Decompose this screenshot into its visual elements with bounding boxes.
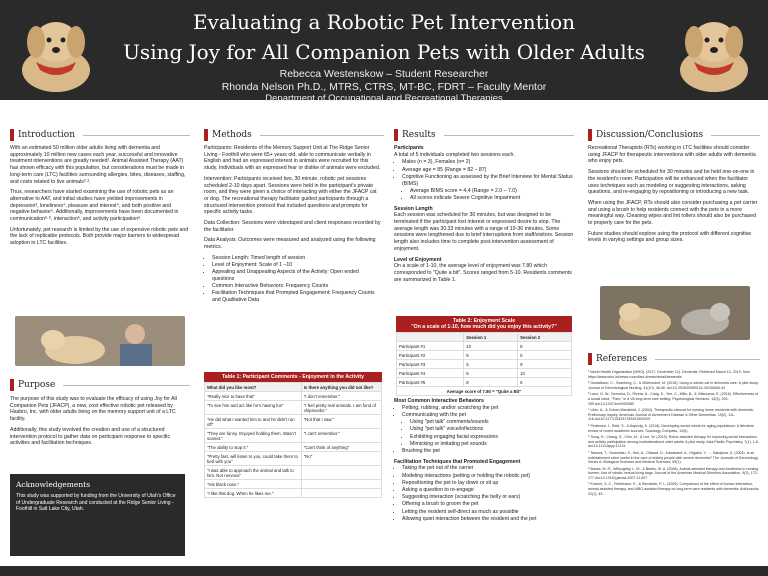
author-student: Rebecca Westenskow – Student Researcher (279, 68, 489, 80)
reference-item: ⁷ Tamura, T., Yonemitsu, S., Itoh, A., Oikawa, D., Kawakami, A., Higashi, Y., … Nakajima, K. (2004). Is an entertainment robot useful in the care of elderly people with severe dementia? The Journals of Gerontology Series A: Biological Sciences and Medical Sciences, 59(1). (588, 450, 759, 465)
methods-intervention: Intervention: Participants received two, 30 minute, robotic pet sessions scheduled 2-10 days apart. Sessions were held in the participant's private room, and they were given a choice of interacting with either the JFACP cat or dog. The recreational therapy facilitator guided participants through a structured intervention protocol that included questions and prompts for specific activity tasks. (204, 175, 377, 216)
discussion-heading: Discussion/Conclusions (588, 128, 760, 142)
table2-footer: Average score of 7.80 = "Quite a Bit" (397, 387, 572, 396)
results-subheading: Session Length (394, 205, 433, 212)
introduction-heading: Introduction (10, 128, 190, 142)
acknowledgements-heading: Acknowledgements (16, 480, 91, 489)
reference-item: ⁵ Pedersen, I., Reid, S., & Aspevig, K. (2018). Developing social robots for aging populations: A literature review of recent academic sources. Sociology Compass, 12(6). (588, 423, 754, 433)
table-row: "He did what I wanted him to and he didn't run off" "Not that I saw." (205, 415, 382, 429)
facilitation-list (394, 465, 574, 522)
results-body (394, 145, 574, 287)
table-row: "Pretty fast, will listen to you, could take them to bed with you" "No" (205, 452, 382, 466)
purpose-paragraph: The purpose of this study was to evaluate the efficacy of using Joy for All Companion Pets (JFACP), a new, cost effective robotic pet released by Hasbro, Inc. with older adults living on the memory support unit of a LTC facility. (10, 396, 177, 423)
purpose-paragraph: Additionally, this study involved the creation and use of a structured intervention protocol to gather data on participant response to specific activities and facilitation techniques. (10, 426, 171, 447)
purpose-heading: Purpose (10, 378, 190, 392)
heading-accent (394, 129, 398, 141)
heading-rule (260, 135, 384, 136)
list-item: • Petting, rubbing, and/or scratching the pet (402, 405, 574, 412)
results-session-text: Each session was scheduled for 30 minutes, but was designed to be terminated if the participant lost interest or expressed desire to stop. The average length was 30.33 minutes with a range of 19-36 minutes. Some sessions were lengthened due to brief interruptions from staff/visitors. Session length also includes time to complete post-intervention assessment of enjoyment. (394, 212, 574, 252)
table-header: What did you like most? (205, 383, 302, 392)
reference-item: ³ Lane, G. W., Noronha, D., Rivera, A., Craig, K., Yee, C., Mills, B., & Villanueva, E. (2016). Effectiveness of a social robot, "Paro," in a VA long-term care setting. Psychological Services, 13(3), 292-299.doi:10.1037/ser0000080 (588, 392, 759, 406)
table-row: "I was able to approach the animal and talk to him. Not nervous" (205, 466, 382, 480)
heading-rule (655, 359, 760, 360)
intro-paragraph: Unfortunately, pet research is limited by the use of expensive robotic pets and the lack of replicable protocols. Both provide major barriers to widespread adoption in LTC facilities. (10, 226, 189, 247)
results-subheading: Most Common Interactive Behaviors (394, 398, 484, 404)
table1 (204, 372, 382, 498)
list-item: • Communicating with the pet (402, 412, 574, 419)
discussion-paragraph: When using the JFACP, RTs should also consider purchasing a pet carrier and using a brush to help residents connect with the pets in a more meaningful way. Cleaning wipes and lint rollers should also be purchased to properly care for the pets. (588, 199, 758, 227)
intro-paragraph: With an estimated 50 million older adults living with dementia and approximately 10 million new cases each year, successful and innovative treatment interventions are greatly needed¹. Animal Assisted Therapy (AAT) has shown efficacy with this population, but considerations must be made in long-term care (LTC) facilities surrounding allergies, bites, diseases, staffing, and costs related to live animals²·³. (10, 145, 186, 185)
robotic-pets-photo (600, 286, 750, 340)
heading-accent (10, 379, 14, 391)
list-item: • Taking the pet out of the carrier (402, 465, 574, 472)
reference-item: ⁶ Sung, H., Chang, S., Chin, M., & Lee, W. (2015). Robot-assisted therapy for improving social interactions and activity participation among institutionalized older adults: A pilot study. Asia-Pacific Psychiatry, 7(1), 1-6. doi:10.1111/appy.12131 (588, 435, 759, 449)
results-participants-text: A total of 5 individuals completed two sessions each. (394, 151, 515, 158)
table-row: Participant #4 8 10 (397, 369, 572, 378)
references-heading: References (588, 352, 760, 366)
table-row: Participant #2 8 5 (397, 351, 572, 360)
list-item: • Using "pet talk" comments/sounds (410, 419, 574, 426)
table-row: "The ability to stop it." "Can't think of anything" (205, 443, 382, 452)
heading-rule (711, 135, 760, 136)
table2-title: Table 2: Enjoyment Scale "On a scale of 1-10, how much did you enjoy this activity?" (396, 316, 572, 332)
heading-rule (83, 135, 190, 136)
table-header: Session 2 (518, 333, 572, 342)
list-item: • Cognitive Functioning as assessed by the Brief Interview for Mental Status (BIMS) (402, 174, 574, 187)
results-heading: Results (394, 128, 574, 142)
list-item: • Average age = 85 (Range = 82 – 87) (402, 167, 574, 174)
heading-rule (444, 135, 574, 136)
list-item: • Appealing and Unappealing Aspects of the Activity: Open ended questions (212, 269, 382, 282)
list-item: • Letting the resident self-direct as much as possible (402, 509, 574, 516)
participants-list (394, 159, 574, 201)
table-row: Participant #1 10 8 (397, 342, 572, 351)
reference-item: ⁹ Kramer, S. C., Friedmann, E., & Bernstein, P. L. (2009). Comparison of the effect of human interaction, animal-assisted therapy, and AIBO-assisted therapy on long-term care residents with dementia. Anthrozoös, 22(1), 43- (588, 482, 760, 496)
heading-rule (63, 385, 190, 386)
discussion-paragraph: Future studies should explore using the protocol with different cognitive levels in varying settings and group sizes. (588, 230, 752, 244)
list-item: • Offering a brush to groom the pet (402, 501, 574, 508)
table-row: "Really nice to have that" "I don't remember." (205, 392, 382, 401)
references-list (588, 370, 760, 498)
reference-item: ¹ World Health Organization [WHO]. (2017, December 12). Dementia. Retrieved March 10, 2019, from https://www.who.int/news-room/fact-sheets/detail/dementia (588, 370, 750, 379)
poster-footer (0, 566, 768, 576)
reference-item: ⁸ Banks, M. R., Willoughby, L. M., & Banks, W. A. (2008). Animal-assisted therapy and loneliness in nursing homes: Use of robotic versus living dogs. Journal of the American Medical Directors Association, 9(3), 173-177.doi:10.1016/j.jamda.2007.11.007 (588, 466, 759, 480)
discussion-paragraph: Recreational Therapists (RTs) working in LTC facilities should consider using JFACP for therapeutic interventions with older adults with dementia who enjoy pets. (588, 145, 756, 165)
reference-item: ² Gustafsson, C., Svanberg, C., & Müllersdorf, M. (2015). Using a robotic cat in dementia care: A pilot study. Journal of Gerontological Nursing, 41(10), 46-56. doi:10.3928/00989134-20150806-44 (588, 381, 759, 390)
discussion-body (588, 145, 760, 248)
results-body-lower (394, 398, 574, 523)
list-item: • Brushing the pet (402, 448, 574, 455)
list-item: • Asking a question to re-engage (402, 487, 574, 494)
list-item: • Mimicking or imitating pet sounds (410, 441, 574, 448)
table-row: Participant #3 5 9 (397, 360, 572, 369)
poster-title-line1: Evaluating a Robotic Pet Intervention (192, 10, 576, 34)
heading-accent (204, 129, 208, 141)
author-mentor: Rhonda Nelson Ph.D., MTRS, CTRS, MT-BC, FDRT – Faculty Mentor (221, 81, 547, 93)
department: Department of Occupational and Recreational Therapies (265, 93, 503, 104)
list-item: • Using "pet talk" voice/inflections (410, 426, 574, 433)
discussion-paragraph: Sessions should be scheduled for 30 minutes and be held one-on-one in the resident's room. Participation will be enhanced when the facilitator uses techniques such as modeling or suggesting interactions, asking questions, and re-engaging by repositioning or introducing a new task. (588, 169, 755, 196)
methods-data-collection: Data Collection: Sessions were videotaped and client responses recorded by the facilitator. (204, 220, 381, 233)
results-enjoyment-text: On a scale of 1-10, the average level of enjoyment was 7.80 which corresponded to "Quite a bit". Scores ranged from 5-10. Residents comments are summarized in Table 1. (394, 263, 572, 283)
table-header: Session 1 (464, 333, 518, 342)
list-item: • Common Interactive Behaviors: Frequency Counts (212, 283, 382, 290)
table-row: "They are funny. Enjoyed holding them. Wasn't scared." "I can't remember." (205, 429, 382, 443)
list-item: • Repositioning the pet to lay down or sit up (402, 480, 574, 487)
behaviors-list (394, 405, 574, 455)
list-item: • Exhibiting engaging facial expressions (410, 434, 574, 441)
methods-body (204, 145, 382, 304)
metrics-list (204, 255, 382, 304)
methods-heading: Methods (204, 128, 384, 142)
list-item: • Suggesting interaction (scratching the belly or ears) (402, 494, 574, 501)
table2 (396, 316, 572, 396)
poster-header (0, 0, 768, 104)
methods-data-analysis: Data Analysis: Outcomes were measured and analyzed using the following metrics. (204, 237, 376, 251)
methods-participants: Participants: Residents of the Memory Support Unit at The Ridge Senior Living - Foothill who were 65+ years old, able to communicate verbally in English and had an expressed interest in animals were recruited for this study. Individuals with an expressed fear or dislike of animals were excluded. (204, 145, 381, 172)
results-subheading: Level of Enjoyment (394, 256, 442, 263)
table-header: Is there anything you did not like? (301, 383, 381, 392)
heading-accent (588, 129, 592, 141)
table-row: "I like that dog. When he likes me." (205, 489, 382, 498)
results-subheading: Participants (394, 145, 424, 151)
list-item: • Facilitation Techniques that Prompted Engagement: Frequency Counts and Qualitative Data (212, 290, 382, 303)
intro-paragraph: Thus, researchers have started examining the use of robotic pets as an alternative to AAT, and initial studies have yielded improvements in depression³, loneliness⁴, pleasure and interest⁴, and both positive and negative behavior⁵. Additionally, improvements have been documented in communication⁶·⁸, interaction⁶, and activity participation⁶. (10, 189, 179, 223)
table1-grid (204, 382, 382, 498)
list-item: • Level of Enjoyment: Scale of 1 –10 (212, 262, 382, 269)
poster-title-line2: Using Joy for All Companion Pets with Older Adults (123, 40, 645, 64)
introduction-body (10, 145, 190, 251)
list-item: • All scores indicate Severe Cognitive Impairment (410, 195, 574, 202)
table1-title: Table 1: Participant Comments - Enjoyment in the Activity (204, 372, 382, 382)
heading-accent (10, 129, 14, 141)
heading-accent (588, 353, 592, 365)
list-item: • Session Length: Timed length of session (212, 255, 382, 262)
list-item: • Allowing quiet interaction between the resident and the pet (402, 516, 574, 523)
purpose-body (10, 396, 190, 451)
reference-item: ⁴ Libin, A., & Cohen-Mansfield, J. (2004). Therapeutic robocat for nursing home residents with dementia: Preliminary inquiry. American Journal of Alzheimer's Disease & Other Dementias, 19(2), 111-116.doi:10.1177/153331750401900209 (588, 408, 754, 422)
table-row: "To see him and act like he's having fun" "I feel pretty real animals. I am fond of chipmunks." (205, 401, 382, 415)
list-item: • Average BIMS score = 4.4 (Range = 2.0 – 7.0) (410, 188, 574, 195)
resident-with-robotic-dog-photo (15, 316, 185, 366)
list-item: • Modeling interactions (petting or holding the robotic pet) (402, 473, 574, 480)
table-row: Participant #5 8 6 (397, 378, 572, 387)
list-item: • Males (n = 3), Females (n= 2) (402, 159, 574, 166)
table2-grid (396, 332, 572, 396)
results-subheading: Facilitation Techniques that Promoted Engagement (394, 458, 521, 465)
table-row: "His black nose." (205, 480, 382, 489)
acknowledgements-box (10, 474, 185, 556)
acknowledgements-text: This study was supported by funding from the University of Utah's Office of Undergraduate Research and conducted at the Ridge Senior Living - Foothill in Salt Lake City, Utah. (16, 493, 176, 513)
